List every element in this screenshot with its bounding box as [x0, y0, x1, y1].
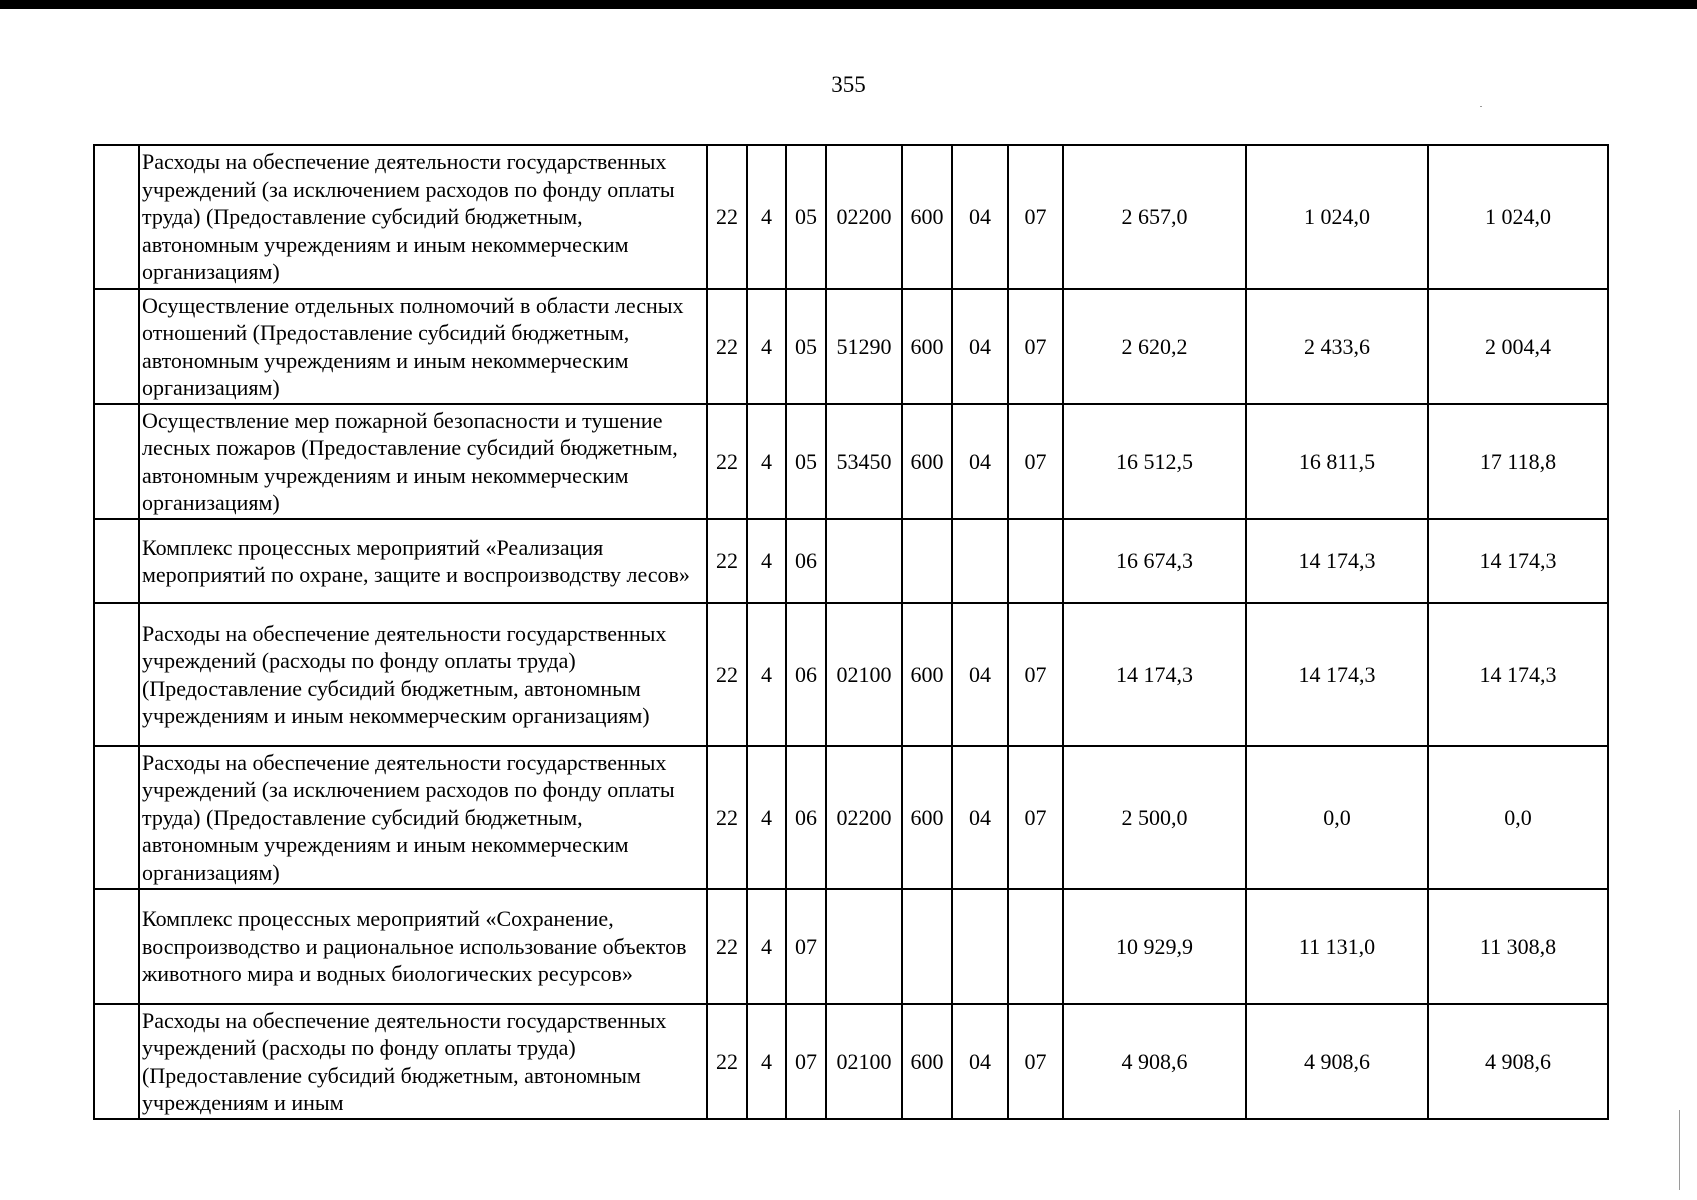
amount-cell-1: 4 908,6 — [1063, 1004, 1246, 1119]
code-cell-3: 06 — [786, 519, 826, 603]
code-cell-6 — [952, 519, 1008, 603]
table-row — [94, 145, 1608, 289]
description-cell: Расходы на обеспечение деятельности государственных учреждений (за исключением расходов по фонду оплаты труда) (Предоставление субсидий бюджетным, автономным учреждениям и иным некоммерческим организациям) — [139, 746, 707, 889]
amount-cell-1: 2 620,2 — [1063, 289, 1246, 404]
row-number-cell — [94, 289, 139, 404]
amount-cell-2: 16 811,5 — [1246, 404, 1428, 519]
code-cell-6: 04 — [952, 746, 1008, 889]
code-cell-6: 04 — [952, 145, 1008, 289]
code-cell-6: 04 — [952, 404, 1008, 519]
code-cell-5: 600 — [902, 1004, 952, 1119]
row-number-cell — [94, 404, 139, 519]
code-cell-4: 02200 — [826, 145, 902, 289]
amount-cell-1: 2 657,0 — [1063, 145, 1246, 289]
amount-cell-1: 16 674,3 — [1063, 519, 1246, 603]
code-cell-1: 22 — [707, 746, 747, 889]
code-cell-4 — [826, 519, 902, 603]
code-cell-4: 53450 — [826, 404, 902, 519]
amount-cell-1: 16 512,5 — [1063, 404, 1246, 519]
code-cell-2: 4 — [747, 889, 786, 1004]
code-cell-1: 22 — [707, 1004, 747, 1119]
code-cell-5 — [902, 889, 952, 1004]
code-cell-6 — [952, 889, 1008, 1004]
code-cell-2: 4 — [747, 1004, 786, 1119]
code-cell-3: 05 — [786, 289, 826, 404]
amount-cell-2: 2 433,6 — [1246, 289, 1428, 404]
table-row — [94, 289, 1608, 404]
scan-mark — [1480, 106, 1482, 107]
scan-mark — [1679, 1110, 1680, 1190]
amount-cell-3: 11 308,8 — [1428, 889, 1608, 1004]
code-cell-3: 06 — [786, 603, 826, 746]
amount-cell-3: 17 118,8 — [1428, 404, 1608, 519]
code-cell-5 — [902, 519, 952, 603]
amount-cell-2: 0,0 — [1246, 746, 1428, 889]
row-number-cell — [94, 746, 139, 889]
amount-cell-1: 14 174,3 — [1063, 603, 1246, 746]
amount-cell-1: 2 500,0 — [1063, 746, 1246, 889]
amount-cell-3: 1 024,0 — [1428, 145, 1608, 289]
code-cell-1: 22 — [707, 145, 747, 289]
table-row — [94, 1004, 1608, 1119]
amount-cell-3: 4 908,6 — [1428, 1004, 1608, 1119]
code-cell-6: 04 — [952, 603, 1008, 746]
code-cell-2: 4 — [747, 603, 786, 746]
code-cell-7: 07 — [1008, 145, 1063, 289]
table-row — [94, 603, 1608, 746]
amount-cell-2: 1 024,0 — [1246, 145, 1428, 289]
amount-cell-1: 10 929,9 — [1063, 889, 1246, 1004]
budget-table — [93, 144, 1609, 1120]
row-number-cell — [94, 1004, 139, 1119]
table-row — [94, 746, 1608, 889]
code-cell-3: 05 — [786, 145, 826, 289]
code-cell-4: 51290 — [826, 289, 902, 404]
code-cell-4: 02100 — [826, 603, 902, 746]
code-cell-4 — [826, 889, 902, 1004]
code-cell-7: 07 — [1008, 289, 1063, 404]
code-cell-4: 02200 — [826, 746, 902, 889]
description-cell: Расходы на обеспечение деятельности государственных учреждений (расходы по фонду оплаты труда) (Предоставление субсидий бюджетным, автономным учреждениям и иным некоммерческим организациям) — [139, 603, 707, 746]
code-cell-7: 07 — [1008, 746, 1063, 889]
row-number-cell — [94, 145, 139, 289]
code-cell-4: 02100 — [826, 1004, 902, 1119]
code-cell-6: 04 — [952, 1004, 1008, 1119]
row-number-cell — [94, 603, 139, 746]
code-cell-5: 600 — [902, 404, 952, 519]
code-cell-6: 04 — [952, 289, 1008, 404]
code-cell-1: 22 — [707, 289, 747, 404]
code-cell-2: 4 — [747, 289, 786, 404]
table-row — [94, 519, 1608, 603]
code-cell-7 — [1008, 889, 1063, 1004]
amount-cell-2: 14 174,3 — [1246, 519, 1428, 603]
description-cell: Осуществление мер пожарной безопасности и тушение лесных пожаров (Предоставление субсидий бюджетным, автономным учреждениям и иным некоммерческим организациям) — [139, 404, 707, 519]
code-cell-3: 05 — [786, 404, 826, 519]
description-cell: Расходы на обеспечение деятельности государственных учреждений (за исключением расходов по фонду оплаты труда) (Предоставление субсидий бюджетным, автономным учреждениям и иным некоммерческим организациям) — [139, 145, 707, 289]
code-cell-7: 07 — [1008, 404, 1063, 519]
amount-cell-3: 14 174,3 — [1428, 603, 1608, 746]
code-cell-1: 22 — [707, 519, 747, 603]
code-cell-7 — [1008, 519, 1063, 603]
amount-cell-2: 4 908,6 — [1246, 1004, 1428, 1119]
table-row — [94, 404, 1608, 519]
code-cell-3: 07 — [786, 889, 826, 1004]
code-cell-3: 07 — [786, 1004, 826, 1119]
page-number: 355 — [831, 72, 866, 97]
description-cell: Комплекс процессных мероприятий «Сохранение, воспроизводство и рациональное использование объектов животного мира и водных биологических ресурсов» — [139, 889, 707, 1004]
description-cell: Осуществление отдельных полномочий в области лесных отношений (Предоставление субсидий бюджетным, автономным учреждениям и иным некоммерческим организациям) — [139, 289, 707, 404]
code-cell-7: 07 — [1008, 603, 1063, 746]
amount-cell-2: 14 174,3 — [1246, 603, 1428, 746]
code-cell-5: 600 — [902, 145, 952, 289]
code-cell-1: 22 — [707, 889, 747, 1004]
table-row — [94, 889, 1608, 1004]
scan-top-border — [0, 0, 1697, 9]
amount-cell-3: 14 174,3 — [1428, 519, 1608, 603]
amount-cell-3: 2 004,4 — [1428, 289, 1608, 404]
description-cell: Комплекс процессных мероприятий «Реализация мероприятий по охране, защите и воспроизводству лесов» — [139, 519, 707, 603]
code-cell-1: 22 — [707, 404, 747, 519]
code-cell-5: 600 — [902, 746, 952, 889]
amount-cell-2: 11 131,0 — [1246, 889, 1428, 1004]
code-cell-2: 4 — [747, 746, 786, 889]
code-cell-5: 600 — [902, 603, 952, 746]
code-cell-5: 600 — [902, 289, 952, 404]
code-cell-1: 22 — [707, 603, 747, 746]
code-cell-3: 06 — [786, 746, 826, 889]
description-cell: Расходы на обеспечение деятельности государственных учреждений (расходы по фонду оплаты труда) (Предоставление субсидий бюджетным, автономным учреждениям и иным — [139, 1004, 707, 1119]
code-cell-2: 4 — [747, 519, 786, 603]
row-number-cell — [94, 889, 139, 1004]
code-cell-2: 4 — [747, 145, 786, 289]
amount-cell-3: 0,0 — [1428, 746, 1608, 889]
code-cell-2: 4 — [747, 404, 786, 519]
code-cell-7: 07 — [1008, 1004, 1063, 1119]
row-number-cell — [94, 519, 139, 603]
